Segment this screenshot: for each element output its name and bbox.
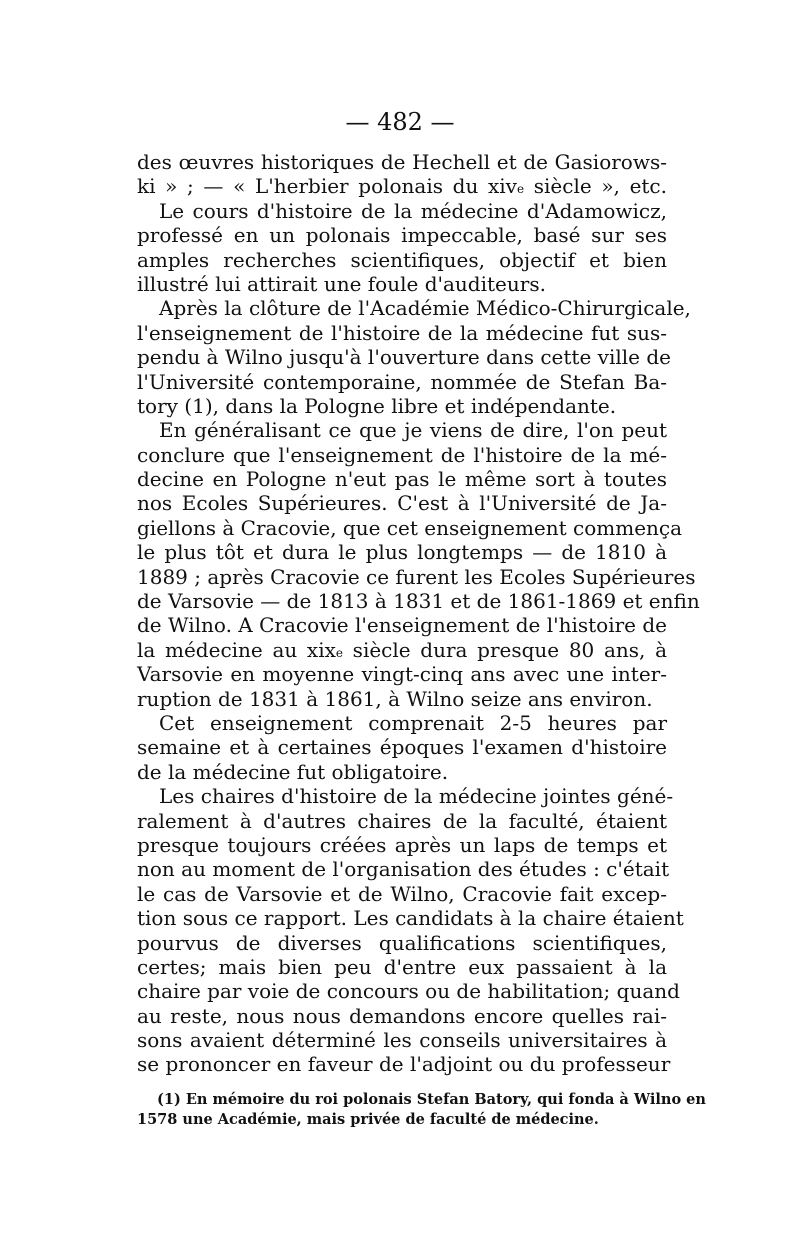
text-line: des œuvres historiques de Hechell et de Gasiorows- (137, 150, 667, 174)
text-line: semaine et à certaines époques l'examen d'histoire (137, 735, 667, 760)
text-line (137, 638, 667, 662)
text-line: non au moment de l'organisation des études : c'était (137, 857, 670, 882)
body-text (137, 150, 700, 1077)
text-line: au reste, nous nous demandons encore quelles rai- (137, 1003, 667, 1028)
text-line: Varsovie en moyenne vingt-cinq ans avec une inter- (137, 662, 667, 687)
text-line: de la médecine fut obligatoire. (137, 759, 449, 784)
text-span: la médecine au xix (137, 637, 336, 662)
text-line: 1889 ; après Cracovie ce furent les Ecoles Supérieures (137, 564, 696, 589)
text-line: nos Ecoles Supérieures. C'est à l'Université de Ja- (137, 491, 667, 516)
text-line: chaire par voie de concours ou de habilitation; quand (137, 979, 680, 1004)
text-line: tory (1), dans la Pologne libre et indépendante. (137, 393, 617, 418)
text-line: ralement à d'autres chaires de la faculté, étaient (137, 808, 667, 833)
footnote (137, 1090, 706, 1130)
text-span: siècle », etc. (524, 174, 667, 199)
text-line: de Wilno. A Cracovie l'enseignement de l'histoire de (137, 613, 667, 638)
text-line: conclure que l'enseignement de l'histoire de la mé- (137, 442, 667, 467)
text-line: decine en Pologne n'eut pas le même sort à toutes (137, 467, 667, 492)
page-number: — 482 — (345, 108, 455, 136)
paragraph-start: Cet enseignement comprenait 2-5 heures par (159, 710, 667, 735)
paragraph-start: Le cours d'histoire de la médecine d'Adamowicz, (159, 198, 667, 223)
text-line: le plus tôt et dura le plus longtemps — de 1810 à (137, 540, 667, 565)
text-line: l'Université contemporaine, nommée de Stefan Ba- (137, 369, 667, 394)
text-line: tion sous ce rapport. Les candidats à la chaire étaient (137, 906, 684, 931)
text-line: pendu à Wilno jusqu'à l'ouverture dans cette ville de (137, 345, 671, 370)
superscript: e (335, 645, 343, 660)
footnote-line: (1) En mémoire du roi polonais Stefan Batory, qui fonda à Wilno en (157, 1091, 706, 1108)
superscript: e (516, 182, 525, 197)
text-line: le cas de Varsovie et de Wilno, Cracovie fait excep- (137, 881, 667, 906)
text-line: l'enseignement de l'histoire de la médecine fut sus- (137, 320, 667, 345)
text-line: certes; mais bien peu d'entre eux passaient à la (137, 954, 667, 979)
footnote-line: 1578 une Académie, mais privée de faculté de médecine. (137, 1111, 599, 1128)
text-line: professé en un polonais impeccable, basé sur ses (137, 223, 667, 248)
text-line: presque toujours créées après un laps de temps et (137, 832, 667, 857)
text-line: sons avaient déterminé les conseils universitaires à (137, 1028, 667, 1053)
paragraph-start: En généralisant ce que je viens de dire, l'on peut (159, 418, 667, 443)
text-line: de Varsovie — de 1813 à 1831 et de 1861-1869 et enfin (137, 589, 700, 614)
text-line: amples recherches scientifiques, objectif et bien (137, 247, 667, 272)
text-line: pourvus de diverses qualifications scientifiques, (137, 930, 667, 955)
text-span: siècle dura presque 80 ans, à (343, 637, 667, 662)
text-line: se prononcer en faveur de l'adjoint ou du professeur (137, 1052, 671, 1077)
paragraph-start: Les chaires d'histoire de la médecine jointes géné- (159, 784, 674, 809)
text-span: ki » ; — « L'herbier polonais du xiv (137, 174, 517, 199)
text-line: giellons à Cracovie, que cet enseignement commença (137, 515, 683, 540)
text-line (137, 174, 667, 198)
text-line: illustré lui attirait une foule d'auditeurs. (137, 271, 546, 296)
text-line: ruption de 1831 à 1861, à Wilno seize ans environ. (137, 686, 653, 711)
paragraph-start: Après la clôture de l'Académie Médico-Chirurgicale, (159, 296, 691, 321)
